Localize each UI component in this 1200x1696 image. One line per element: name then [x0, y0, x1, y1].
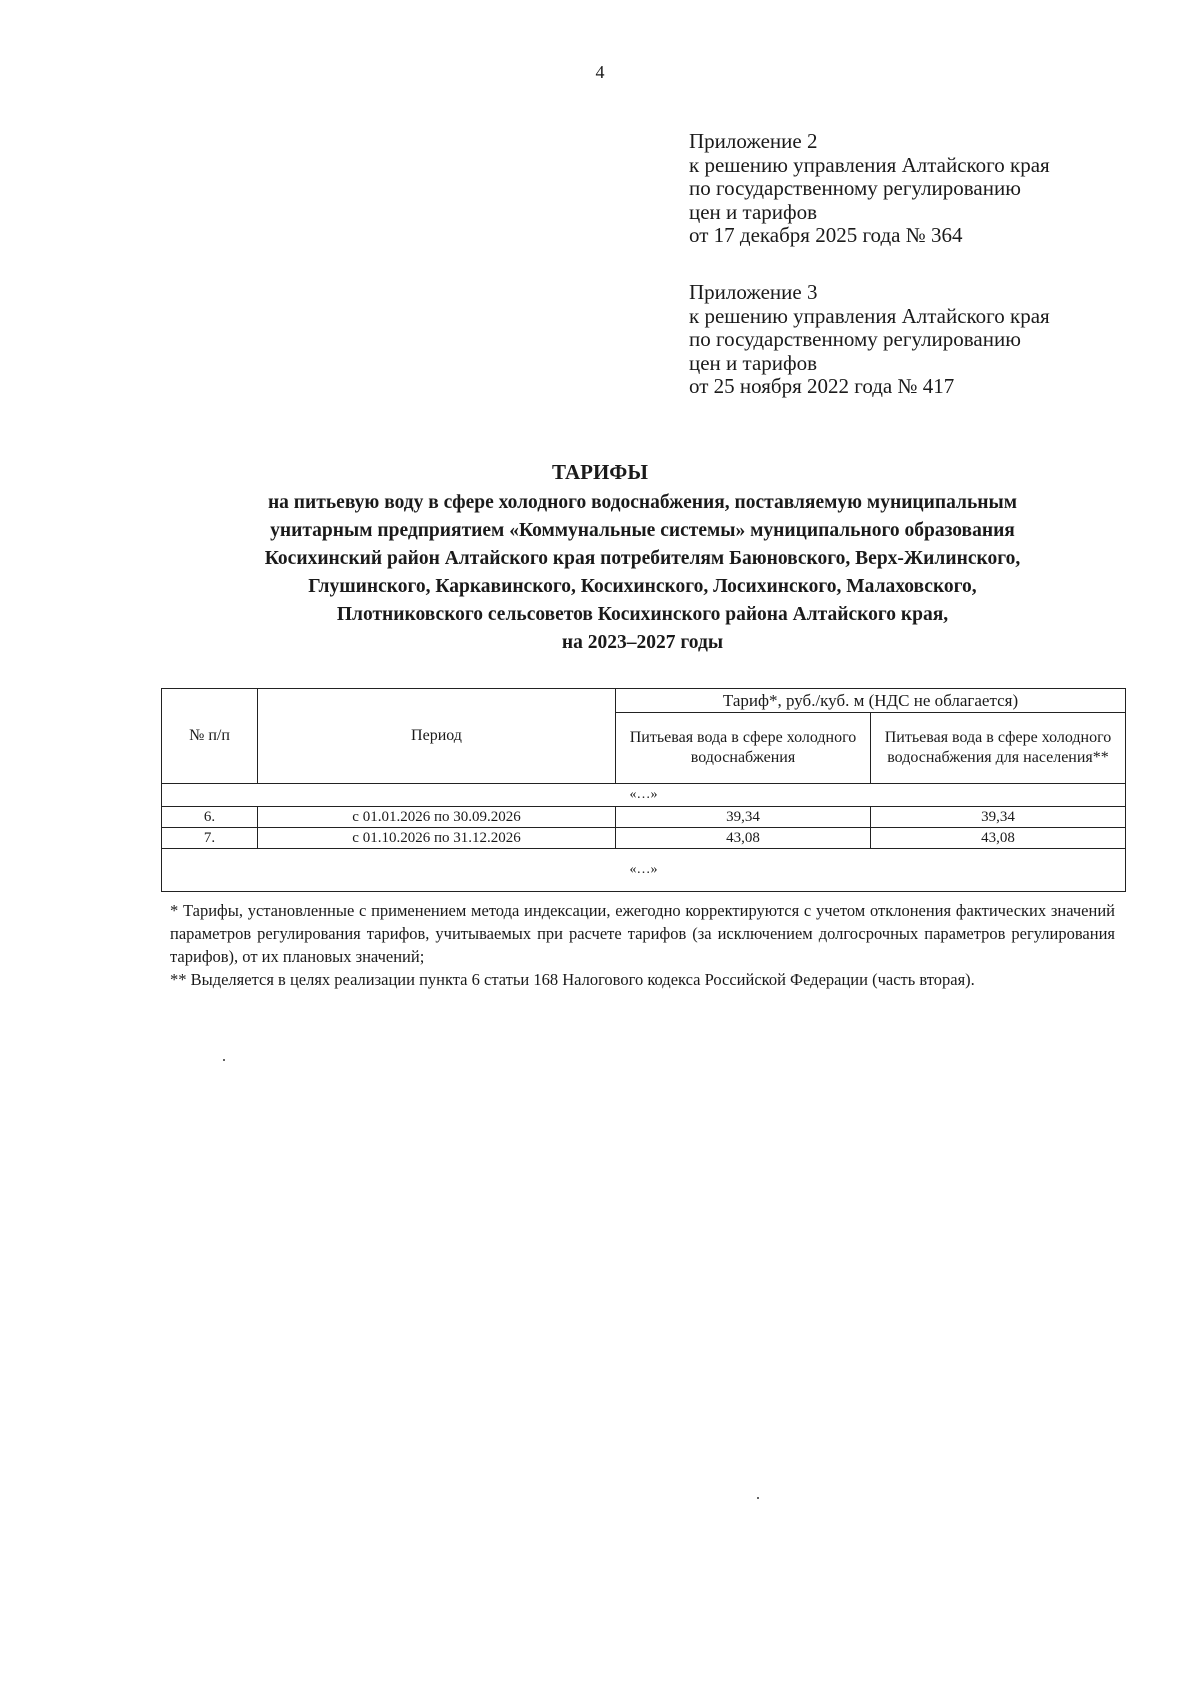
page-number: 4 — [595, 62, 605, 82]
appendix-2-line: Приложение 2 — [689, 129, 818, 153]
ellipsis-cell: «…» — [162, 849, 1126, 892]
row-number: 7. — [162, 828, 258, 849]
footnotes — [170, 899, 1115, 991]
appendix-2-line: от 17 декабря 2025 года № 364 — [689, 223, 963, 247]
ellipsis-cell: «…» — [162, 784, 1126, 807]
header-period: Период — [258, 689, 616, 784]
subtitle-line: Косихинский район Алтайского края потребителям Баюновского, Верх-Жилинского, — [264, 548, 1021, 569]
header-number: № п/п — [162, 689, 258, 784]
row-tariff-1: 39,34 — [616, 807, 871, 828]
scan-speck — [223, 1059, 225, 1061]
appendix-3-line: от 25 ноября 2022 года № 417 — [689, 374, 955, 398]
row-tariff-2: 39,34 — [871, 807, 1126, 828]
appendix-3-line: по государственному регулированию — [689, 327, 1021, 351]
appendix-3-line: цен и тарифов — [689, 350, 818, 375]
appendix-3-line: Приложение 3 — [689, 280, 818, 304]
table-header-row — [162, 689, 1126, 713]
subtitle-line: на питьевую воду в сфере холодного водоснабжения, поставляемую муниципальным — [267, 492, 1018, 513]
row-number: 6. — [162, 807, 258, 828]
subtitle-line: Плотниковского сельсоветов Косихинского района Алтайского края, — [336, 604, 949, 625]
appendix-2-line: к решению управления Алтайского края — [689, 152, 1050, 177]
document-title: ТАРИФЫ — [552, 460, 648, 484]
appendix-3-block — [689, 281, 1050, 399]
row-tariff-1: 43,08 — [616, 828, 871, 849]
table-row — [162, 807, 1126, 828]
tariff-table — [161, 688, 1126, 892]
subtitle-line: унитарным предприятием «Коммунальные системы» муниципального образования — [270, 520, 1015, 541]
footnote-1: * Тарифы, установленные с применением метода индексации, ежегодно корректируются с учетом отклонения фактических значений параметров регулирования тарифов, учитываемых при расчете тарифов (за исключением долгосрочных параметров регулирования тарифов), от их плановых значений; — [170, 901, 1115, 966]
document-subtitle — [170, 489, 1115, 657]
appendix-3-line: к решению управления Алтайского края — [689, 303, 1050, 328]
table-ellipsis-row — [162, 849, 1126, 892]
header-tariff-population: Питьевая вода в сфере холодного водоснабжения для населения** — [871, 713, 1126, 784]
table-row — [162, 828, 1126, 849]
subtitle-line: Глушинского, Каркавинского, Косихинского, Лосихинского, Малаховского, — [308, 576, 977, 597]
appendix-2-block — [689, 130, 1050, 248]
appendix-2-line: цен и тарифов — [689, 199, 818, 224]
table-ellipsis-row — [162, 784, 1126, 807]
row-period: с 01.10.2026 по 31.12.2026 — [258, 828, 616, 849]
row-period: с 01.01.2026 по 30.09.2026 — [258, 807, 616, 828]
appendix-2-line: по государственному регулированию — [689, 176, 1021, 200]
subtitle-line: на 2023–2027 годы — [561, 632, 724, 653]
header-tariff-group: Тариф*, руб./куб. м (НДС не облагается) — [616, 689, 1126, 713]
footnote-2: ** Выделяется в целях реализации пункта 6 статьи 168 Налогового кодекса Российской Федерации (часть вторая). — [170, 970, 975, 989]
row-tariff-2: 43,08 — [871, 828, 1126, 849]
header-tariff-drinking-water: Питьевая вода в сфере холодного водоснабжения — [616, 713, 871, 784]
scan-speck — [757, 1497, 759, 1499]
